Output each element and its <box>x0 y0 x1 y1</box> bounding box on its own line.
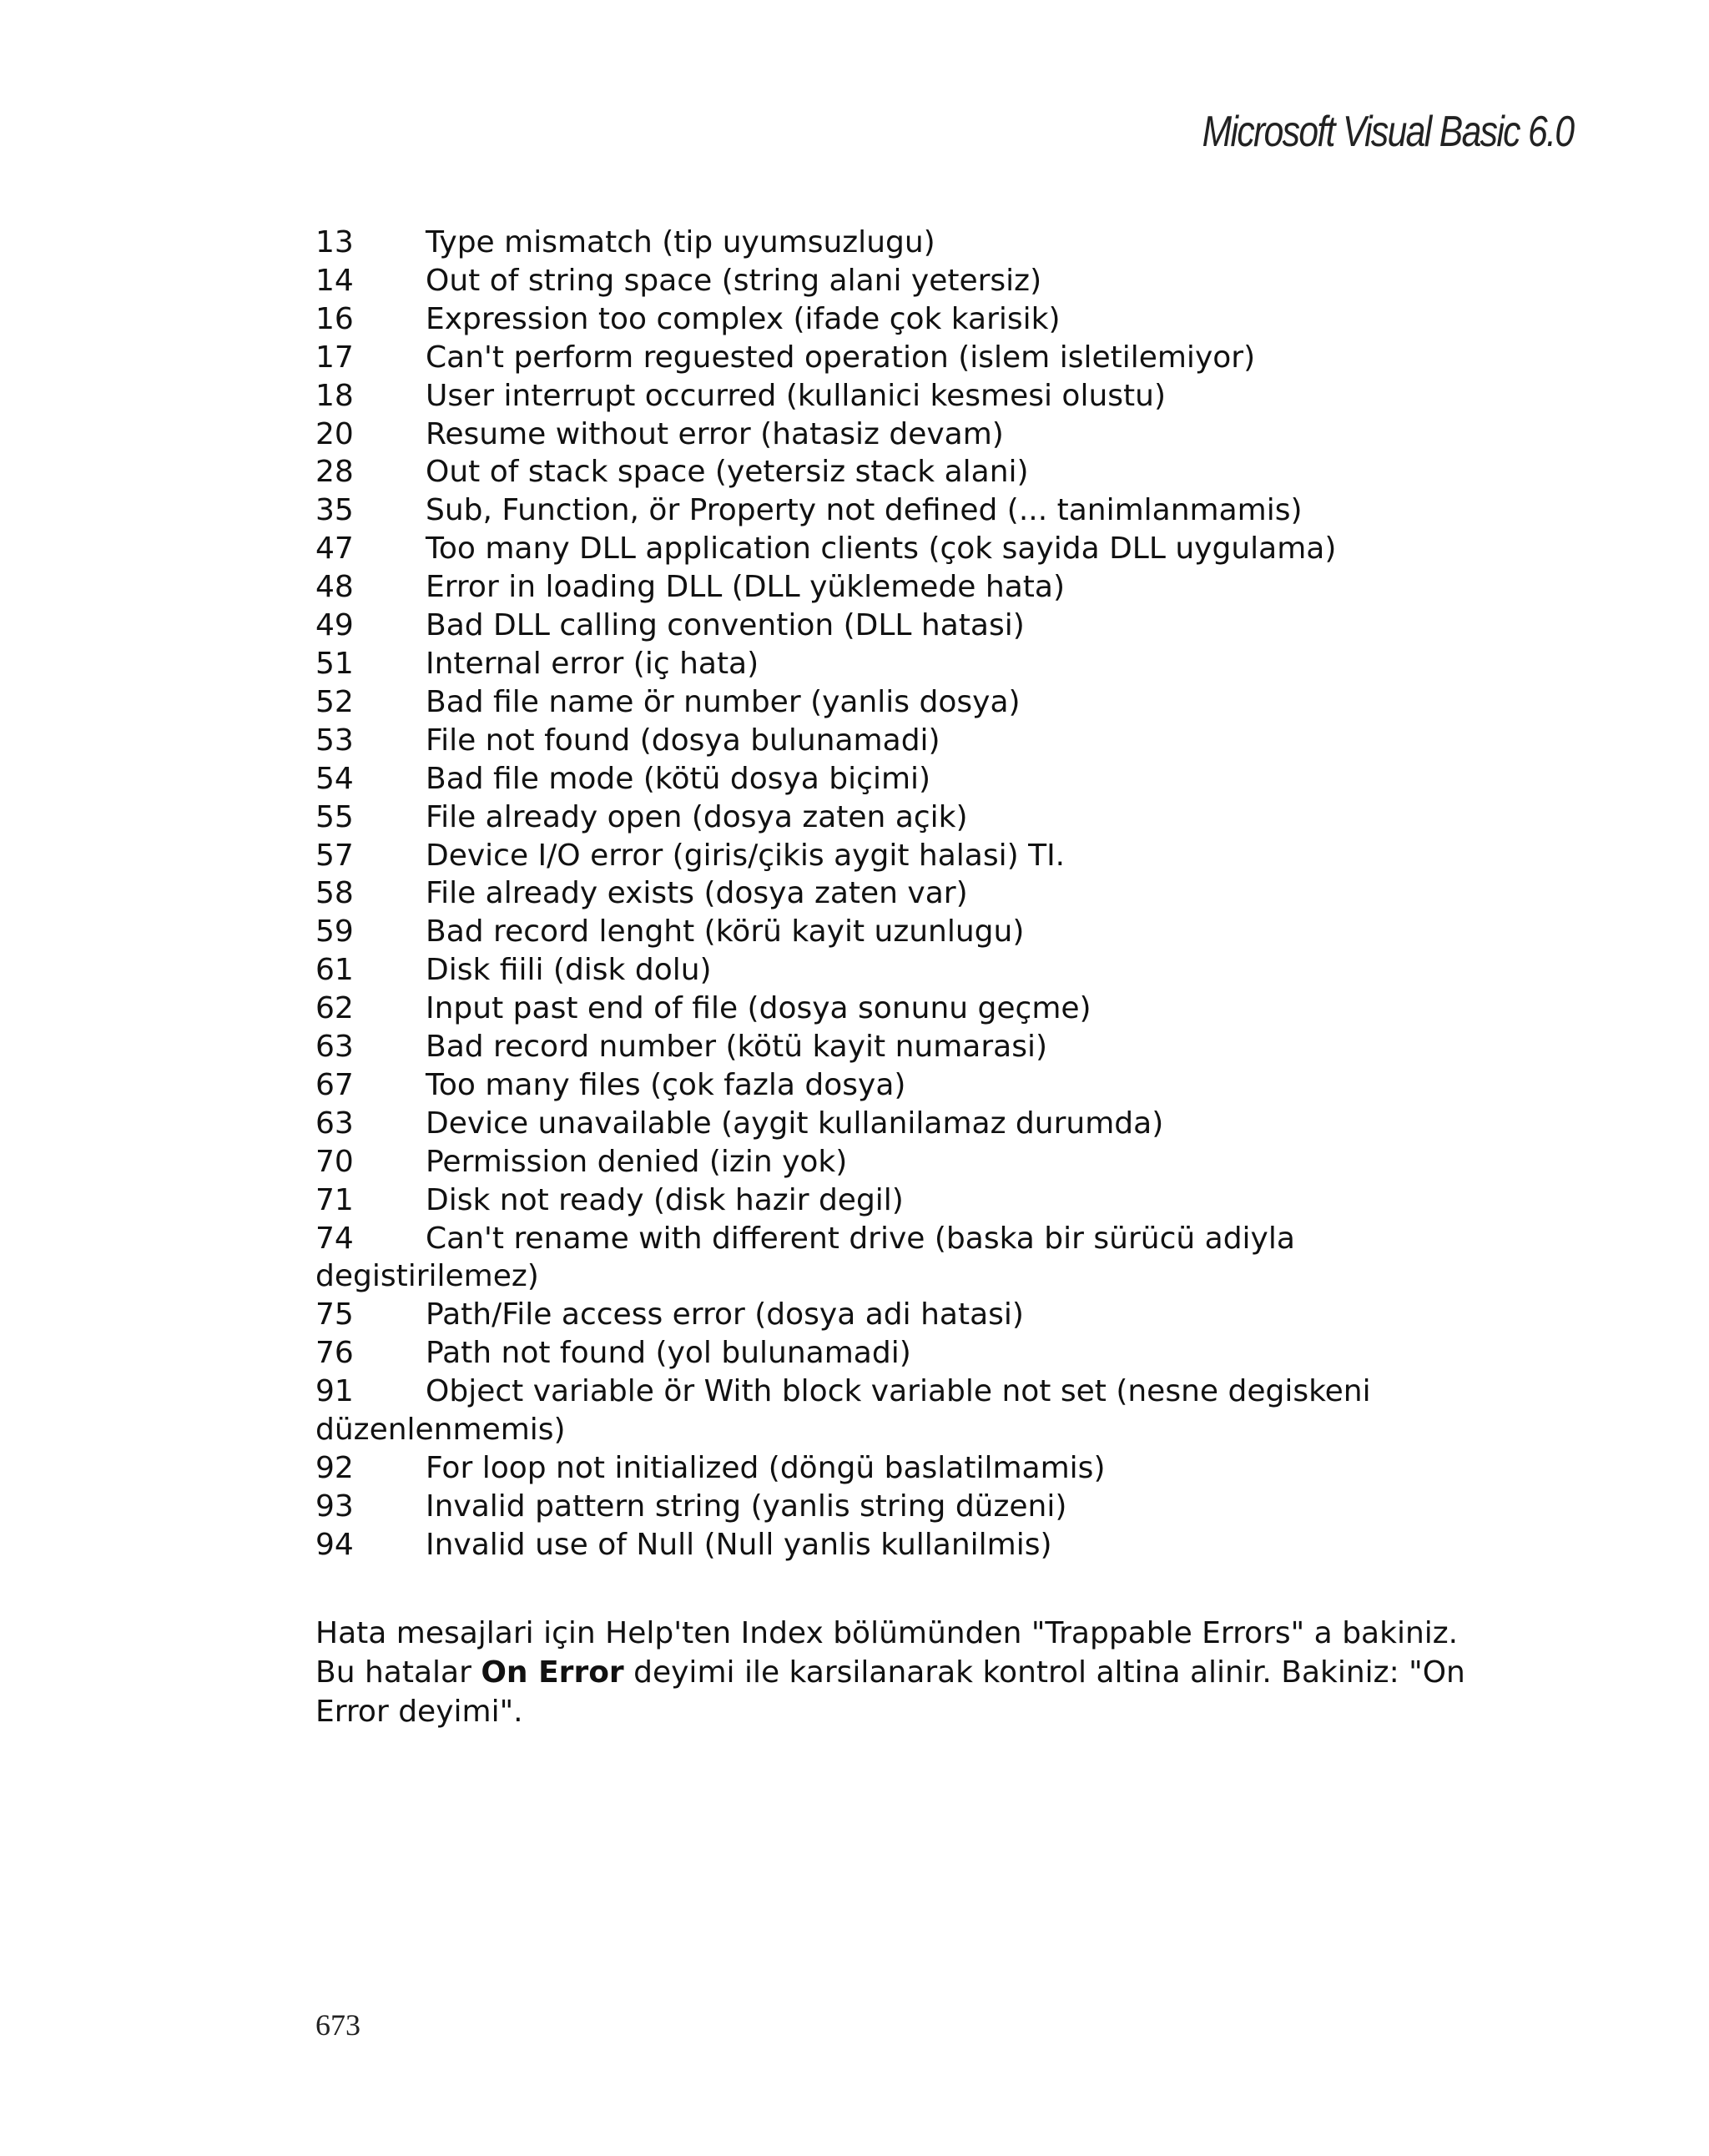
error-list-item <box>315 722 1542 760</box>
error-code: 91 <box>315 1374 354 1409</box>
error-code: 61 <box>315 953 354 988</box>
error-description: File already exists (dosya zaten var) <box>426 876 968 911</box>
error-code: 49 <box>315 608 354 643</box>
error-description: Device I/O error (giris/çikis aygit halasi) TI. <box>426 838 1066 873</box>
error-code: 57 <box>315 838 354 873</box>
error-description-continuation: düzenlenmemis) <box>315 1413 566 1448</box>
error-description: Out of string space (string alani yetersiz) <box>426 263 1042 298</box>
error-description: Invalid pattern string (yanlis string düzeni) <box>426 1489 1067 1524</box>
error-description: Can't rename with different drive (baska bir sürücü adiyla <box>426 1221 1295 1256</box>
error-description: Expression too complex (ifade çok karisik) <box>426 301 1061 336</box>
error-code: 74 <box>315 1221 354 1256</box>
error-description: Disk fiili (disk dolu) <box>426 953 712 988</box>
error-code: 51 <box>315 646 354 681</box>
error-list-item <box>315 837 1542 875</box>
error-list-item <box>315 339 1542 377</box>
error-code: 54 <box>315 761 354 796</box>
error-list-item <box>315 951 1542 990</box>
error-description: Bad file mode (kötü dosya biçimi) <box>426 761 931 796</box>
error-description: Sub, Function, ör Property not defined (... tanimlanmamis) <box>426 493 1303 528</box>
error-code: 17 <box>315 340 354 375</box>
error-list-item <box>315 1449 1542 1488</box>
paragraph-line-3: Error deyimi". <box>315 1695 523 1729</box>
error-list-item <box>315 683 1542 722</box>
error-description: Error in loading DLL (DLL yüklemede hata) <box>426 570 1065 605</box>
trappable-errors-paragraph <box>315 1614 1567 1731</box>
error-list-item <box>315 1143 1542 1181</box>
paragraph-line-1: Hata mesajlari için Help'ten Index bölümünden "Trappable Errors" a bakiniz. <box>315 1616 1459 1650</box>
error-list-item <box>315 1220 1542 1297</box>
error-list-item <box>315 1526 1542 1564</box>
error-list-item <box>315 262 1542 300</box>
running-header: Microsoft Visual Basic 6.0 <box>1202 108 1573 156</box>
error-description: Can't perform reguested operation (islem isletilemiyor) <box>426 340 1256 375</box>
error-description-continuation: degistirilemez) <box>315 1259 539 1294</box>
error-code: 75 <box>315 1297 354 1332</box>
error-code: 70 <box>315 1144 354 1179</box>
error-list-item <box>315 416 1542 454</box>
error-list-item <box>315 874 1542 913</box>
error-description: For loop not initialized (döngü baslatilmamis) <box>426 1451 1106 1485</box>
error-description: Resume without error (hatasiz devam) <box>426 416 1004 451</box>
error-list-item <box>315 1028 1542 1066</box>
error-code: 62 <box>315 991 354 1026</box>
error-code: 55 <box>315 799 354 834</box>
error-code-list <box>315 224 1542 1564</box>
error-description: Path/File access error (dosya adi hatasi) <box>426 1297 1024 1332</box>
error-list-item <box>315 1296 1542 1334</box>
page-number: 673 <box>315 2008 360 2042</box>
error-description: Type mismatch (tip uyumsuzlugu) <box>426 225 935 259</box>
error-list-item <box>315 760 1542 798</box>
error-description: Device unavailable (aygit kullanilamaz durumda) <box>426 1106 1164 1141</box>
error-list-item <box>315 377 1542 416</box>
error-code: 18 <box>315 378 354 413</box>
error-list-item <box>315 491 1542 530</box>
error-description: Invalid use of Null (Null yanlis kullanilmis) <box>426 1527 1052 1562</box>
error-code: 13 <box>315 225 354 259</box>
error-description: Bad record number (kötü kayit numarasi) <box>426 1030 1048 1065</box>
error-description: Disk not ready (disk hazir degil) <box>426 1182 904 1217</box>
error-list-item <box>315 1334 1542 1373</box>
error-list-item <box>315 1066 1542 1105</box>
error-list-item <box>315 300 1542 339</box>
error-list-item <box>315 1105 1542 1143</box>
error-code: 76 <box>315 1336 354 1371</box>
error-description: Permission denied (izin yok) <box>426 1144 848 1179</box>
error-description: Too many DLL application clients (çok sayida DLL uygulama) <box>426 531 1337 567</box>
error-description: Bad DLL calling convention (DLL hatasi) <box>426 608 1025 643</box>
error-list-item <box>315 990 1542 1028</box>
error-description: Path not found (yol bulunamadi) <box>426 1336 911 1371</box>
paragraph-text: Bu hatalar <box>315 1655 481 1690</box>
error-description: Out of stack space (yetersiz stack alani) <box>426 455 1029 490</box>
error-code: 93 <box>315 1489 354 1524</box>
error-list-item <box>315 530 1542 568</box>
error-code: 20 <box>315 416 354 451</box>
error-list-item <box>315 1373 1542 1449</box>
error-description: User interrupt occurred (kullanici kesmesi olustu) <box>426 378 1167 413</box>
error-code: 35 <box>315 493 354 528</box>
error-code: 53 <box>315 723 354 758</box>
error-description: Object variable ör With block variable not set (nesne degiskeni <box>426 1374 1371 1409</box>
error-code: 71 <box>315 1182 354 1217</box>
error-list-item <box>315 645 1542 683</box>
error-code: 94 <box>315 1527 354 1562</box>
error-description: Too many files (çok fazla dosya) <box>426 1067 906 1102</box>
error-description: File already open (dosya zaten açik) <box>426 799 968 834</box>
error-code: 92 <box>315 1451 354 1485</box>
error-description: Internal error (iç hata) <box>426 646 759 681</box>
error-description: Bad record lenght (körü kayit uzunlugu) <box>426 914 1025 950</box>
error-list-item <box>315 607 1542 645</box>
error-code: 58 <box>315 876 354 911</box>
error-list-item <box>315 1488 1542 1526</box>
on-error-keyword: On Error <box>481 1655 624 1690</box>
error-list-item <box>315 224 1542 262</box>
error-list-item <box>315 568 1542 607</box>
error-code: 63 <box>315 1030 354 1065</box>
error-description: Input past end of file (dosya sonunu geçme) <box>426 991 1091 1026</box>
error-description: Bad file name ör number (yanlis dosya) <box>426 684 1021 719</box>
error-code: 63 <box>315 1106 354 1141</box>
error-code: 28 <box>315 455 354 490</box>
error-code: 16 <box>315 301 354 336</box>
error-code: 14 <box>315 263 354 298</box>
error-code: 67 <box>315 1067 354 1102</box>
error-code: 47 <box>315 531 354 567</box>
error-code: 59 <box>315 914 354 950</box>
error-description: File not found (dosya bulunamadi) <box>426 723 940 758</box>
error-list-item <box>315 453 1542 491</box>
error-code: 52 <box>315 684 354 719</box>
error-list-item <box>315 913 1542 951</box>
error-list-item <box>315 798 1542 837</box>
error-code: 48 <box>315 570 354 605</box>
paragraph-text: deyimi ile karsilanarak kontrol altina alinir. Bakiniz: "On <box>623 1655 1465 1690</box>
error-list-item <box>315 1181 1542 1220</box>
